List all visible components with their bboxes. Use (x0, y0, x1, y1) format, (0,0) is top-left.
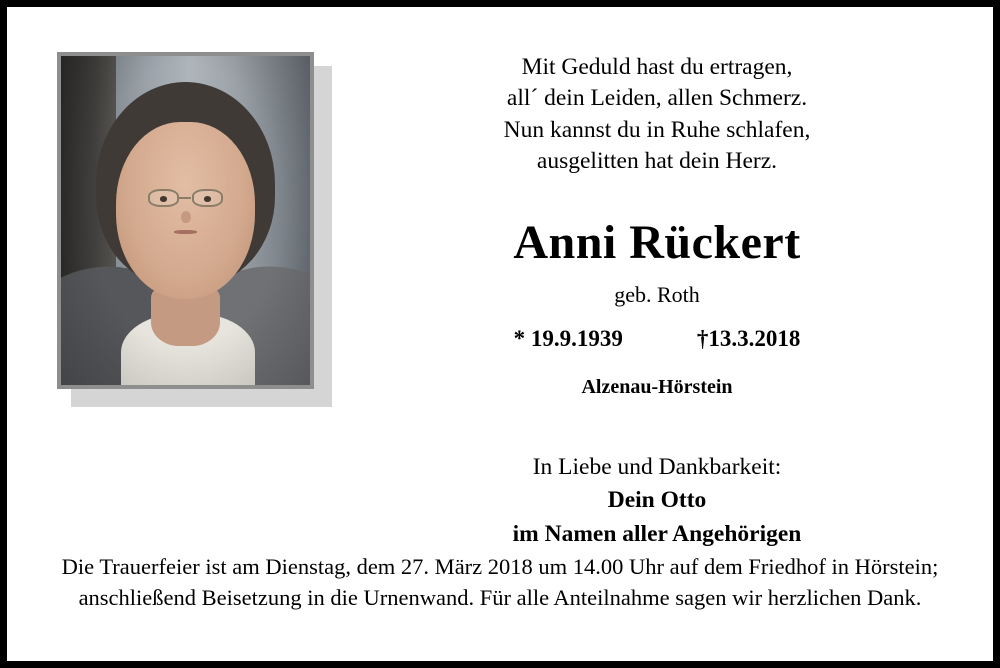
tribute-intro: In Liebe und Dankbarkeit: (532, 454, 782, 480)
text-column (362, 52, 952, 551)
life-dates (362, 326, 952, 352)
death-date: †13.3.2018 (696, 326, 801, 351)
place-of-residence: Alzenau-Hörstein (581, 376, 733, 398)
funeral-details-line-2: anschließend Beisetzung in die Urnenwand. Für alle Anteilnahme sagen wir herzlichen Dank. (78, 584, 922, 610)
funeral-details (57, 551, 943, 613)
tribute-from: Dein Otto (607, 487, 707, 514)
tribute-block (362, 451, 952, 551)
portrait-frame (57, 52, 314, 389)
verse-line-3: Nun kannst du in Ruhe schlafen, (503, 116, 811, 143)
funeral-details-line-1: Die Trauerfeier ist am Dienstag, dem 27. März 2018 um 14.00 Uhr auf dem Friedhof in Hörstein; (61, 553, 939, 579)
deceased-name: Anni Rückert (513, 216, 801, 269)
verse-line-2: all´ dein Leiden, allen Schmerz. (506, 85, 808, 112)
tribute-family: im Namen aller Angehörigen (512, 520, 802, 547)
birth-date: * 19.9.1939 (513, 326, 623, 351)
maiden-name: geb. Roth (614, 282, 700, 307)
verse-line-1: Mit Geduld hast du ertragen, (521, 54, 793, 80)
memorial-verse (362, 52, 952, 177)
verse-line-4: ausgelitten hat dein Herz. (536, 147, 778, 174)
portrait-photo (57, 52, 332, 407)
photo-vignette (61, 56, 310, 385)
